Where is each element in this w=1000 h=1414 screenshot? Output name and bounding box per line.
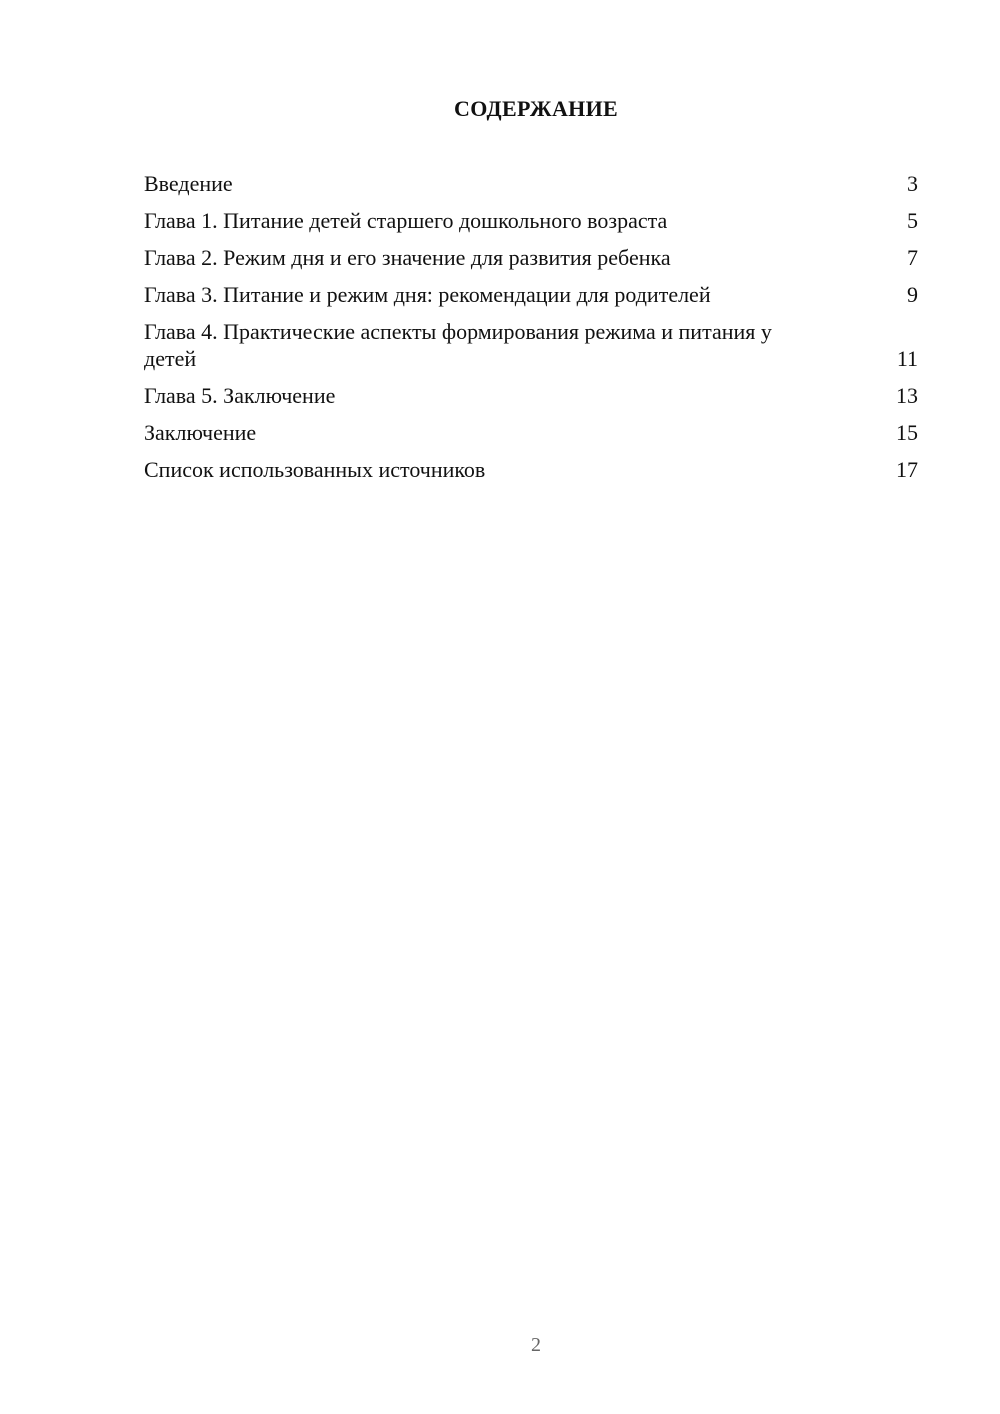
toc-entry-text: Глава 1. Питание детей старшего дошкольного возраста <box>144 208 668 233</box>
toc-entry-text: Глава 2. Режим дня и его значение для развития ребенка <box>144 245 671 270</box>
toc-entry-page: 13 <box>896 383 918 408</box>
toc-entry-page: 7 <box>907 245 918 270</box>
toc-entry-page: 3 <box>907 171 918 196</box>
toc-entry <box>144 207 918 234</box>
toc-entry <box>144 456 918 483</box>
toc-entry <box>144 170 918 197</box>
page-number: 2 <box>531 1334 541 1356</box>
toc-entry <box>144 419 918 446</box>
toc-entry-text: Введение <box>144 171 233 196</box>
page-title: СОДЕРЖАНИЕ <box>454 96 618 121</box>
toc-entry <box>144 318 918 372</box>
toc-entry-page: 15 <box>896 420 918 445</box>
toc-entry-page: 11 <box>896 346 918 371</box>
toc-entry-text: Список использованных источников <box>144 457 486 482</box>
toc-entry-text: Глава 3. Питание и режим дня: рекомендации для родителей <box>144 282 711 307</box>
toc-entry <box>144 244 918 271</box>
toc-entry-text: Глава 5. Заключение <box>144 383 336 408</box>
toc-entry-text: Заключение <box>144 420 257 445</box>
toc-entry-page: 9 <box>907 282 918 307</box>
toc-entry-page: 5 <box>907 208 918 233</box>
toc-entry <box>144 382 918 409</box>
toc-entry-text: Глава 4. Практические аспекты формирования режима и питания у детей <box>144 319 772 371</box>
toc-entry-page: 17 <box>896 457 918 482</box>
table-of-contents <box>144 170 918 493</box>
toc-entry <box>144 281 918 308</box>
